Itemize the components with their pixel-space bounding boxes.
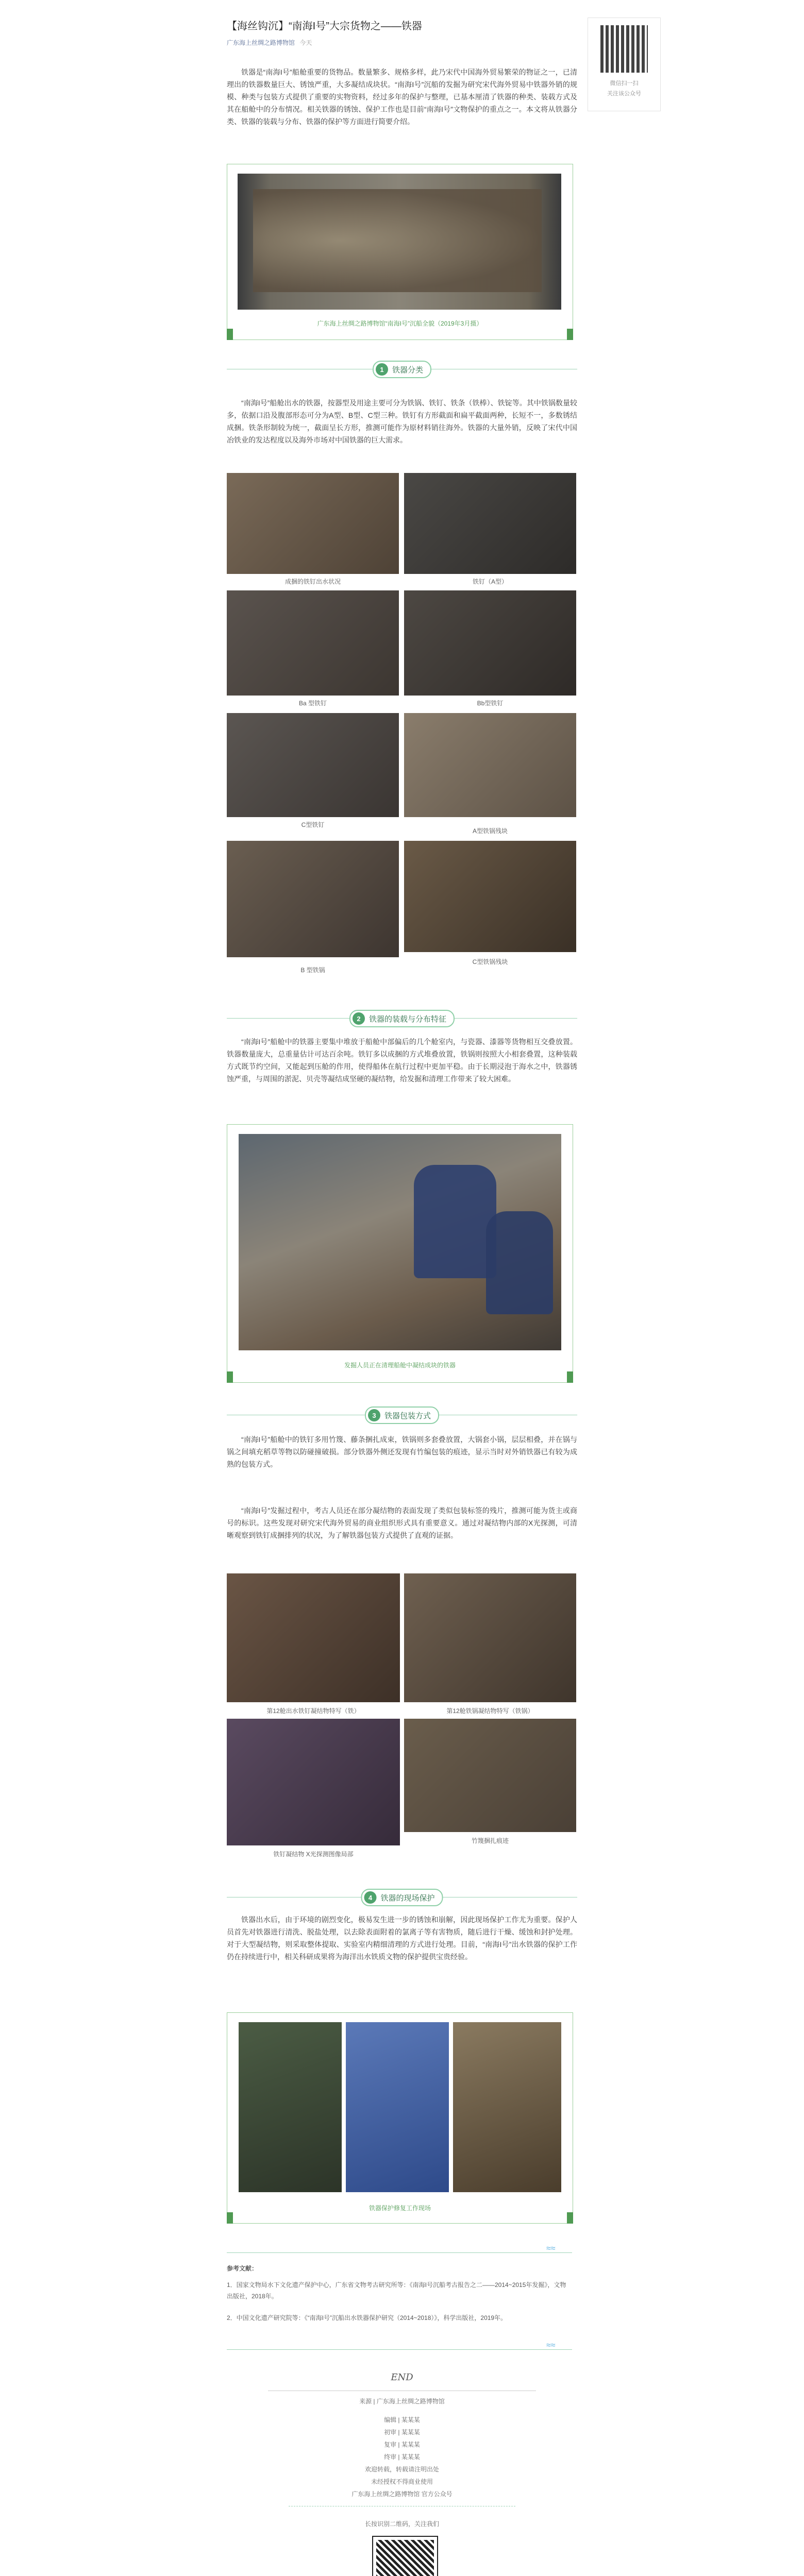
sec2-figure-frame — [227, 1124, 573, 1383]
footer-qr-caption: 长按识别二维码，关注我们 — [364, 2520, 439, 2528]
conservation-photo-right[interactable] — [453, 2022, 561, 2192]
section-number: 3 — [368, 1409, 380, 1421]
frame-corner — [567, 2212, 573, 2224]
grid-image[interactable] — [227, 1573, 400, 1702]
grid-caption: 第12舱出水铁钉凝结物特写（铁） — [266, 1707, 360, 1715]
sec4-figure-caption: 铁器保护修复工作现场 — [368, 2205, 431, 2212]
section-title: 铁器的现场保护 — [380, 1893, 435, 1903]
article-title: 【海丝钩沉】“南海I号”大宗货物之——铁器 — [227, 21, 422, 32]
grid-image[interactable] — [227, 590, 399, 696]
ref-item-1: 1．国家文物局水下文化遗产保护中心，广东省文物考古研究所等：《南海I号沉船考古报告之二——2014~2015年发掘》，文物出版社，2018年。 — [227, 2281, 566, 2300]
frame-corner — [567, 329, 573, 340]
grid-caption: C型铁钉 — [301, 821, 325, 828]
end-mark: END — [391, 2372, 413, 2383]
grid-image[interactable] — [227, 713, 399, 817]
frame-corner — [227, 2212, 233, 2224]
publish-date: 今天 — [299, 39, 312, 46]
credit-checker: 复审 | 某某某 — [384, 2441, 420, 2448]
section-1-text: “南海I号”船舱出水的铁器，按器型及用途主要可分为铁锅、铁钉、铁条（铁棒）、铁锭等。其中铁锅数量较多，依据口沿及腹部形态可分为A型、B型、C型三种。铁钉有方形截面和扁平截面两种，长短不一，多数锈结成捆。铁条形制较为统一，截面呈长方形，推测可能作为原材料销往海外。铁器的大量外销，反映了宋代中国冶铁业的发达程度以及海外市场对中国铁器的巨大需求。 — [227, 399, 577, 444]
grid-caption: 成捆的铁钉出水状况 — [284, 578, 341, 585]
credit-source: 来源 | 广东海上丝绸之路博物馆 — [359, 2398, 445, 2405]
grid-caption: 第12舱铁锅凝结物特写（铁锅） — [446, 1707, 534, 1715]
section-number: 2 — [353, 1012, 365, 1025]
section-2-heading — [349, 1010, 455, 1027]
grid-image[interactable] — [227, 1719, 400, 1845]
credit-editor: 编辑 | 某某某 — [384, 2416, 420, 2424]
grid-caption: B 型铁锅 — [300, 967, 325, 974]
excavation-photo[interactable] — [239, 1134, 561, 1350]
grid-caption: A型铁锅残块 — [472, 827, 508, 835]
wave-decoration-icon: ≈≈ — [546, 2341, 556, 2350]
ref-divider-bottom — [227, 2349, 572, 2350]
credit-reviewer: 初审 | 某某某 — [384, 2429, 420, 2436]
grid-image[interactable] — [404, 590, 576, 696]
qr-caption-1: 微信扫一扫 — [610, 80, 639, 87]
qr-caption-2: 关注该公众号 — [607, 91, 641, 97]
grid-caption: 铁钉凝结物 X光探测图像局部 — [273, 1851, 354, 1858]
grid-image[interactable] — [404, 841, 576, 952]
grid-image[interactable] — [227, 473, 399, 574]
side-qr-box — [588, 18, 661, 111]
footer-note-3: 广东海上丝绸之路博物馆 官方公众号 — [351, 2490, 453, 2498]
section-3-text-2: “南海I号”发掘过程中，考古人员还在部分凝结物的表面发现了类似包装标签的残片，推测可能为货主或商号的标识。这些发现对研究宋代海外贸易的商业组织形式具有重要意义。通过对凝结物内部的X光探测，可清晰观察到铁钉成捆排列的状况，为了解铁器包装方式提供了直观的证据。 — [227, 1506, 577, 1539]
shipwreck-photo[interactable] — [238, 174, 561, 310]
grid-image[interactable] — [227, 841, 399, 957]
footer-qr-code[interactable] — [373, 2537, 437, 2576]
frame-corner — [227, 1371, 233, 1383]
article-meta — [227, 38, 312, 47]
grid-image[interactable] — [404, 473, 576, 574]
section-3-text-1: “南海I号”船舱中的铁钉多用竹篾、藤条捆扎成束，铁锅则多套叠放置，大锅套小锅，层层相叠，并在锅与锅之间填充稻草等物以防碰撞破损。部分铁器外侧还发现有竹编包装的痕迹，显示当时对外销铁器已有较为成熟的包装方式。 — [227, 1435, 577, 1468]
ref-divider-top — [227, 2252, 572, 2253]
grid-caption: C型铁锅残块 — [472, 958, 508, 965]
sec2-figure-caption: 发掘人员正在清理船舱中凝结成块的铁器 — [344, 1362, 456, 1369]
section-title: 铁器分类 — [392, 365, 424, 375]
grid-image[interactable] — [404, 1719, 576, 1832]
section-4-text: 铁器出水后，由于环境的剧烈变化，极易发生进一步的锈蚀和崩解，因此现场保护工作尤为重要。保护人员首先对铁器进行清洗、脱盐处理，以去除表面附着的氯离子等有害物质，随后进行干燥、缓蚀和封护处理。对于大型凝结物，则采取整体提取、实验室内精细清理的方式进行处理。目前，“南海I号”出水铁器的保护工作仍在持续进行中，相关科研成果将为海洋出水铁质文物的保护提供宝贵经验。 — [227, 1916, 577, 1961]
section-4-heading — [361, 1889, 443, 1906]
section-title: 铁器的装载与分布特征 — [368, 1014, 447, 1024]
wave-decoration-icon: ≈≈ — [546, 2244, 556, 2253]
section-3-heading — [365, 1406, 439, 1424]
section-number: 4 — [364, 1891, 376, 1904]
grid-caption: Bb型铁钉 — [477, 700, 504, 707]
ref-title: 参考文献： — [227, 2265, 258, 2272]
side-qr-code[interactable] — [600, 25, 648, 73]
grid-image[interactable] — [404, 713, 576, 817]
ref-item-2: 2．中国文化遗产研究院等：《“南海I号”沉船出水铁器保护研究（2014~2018）》，科学出版社，2019年。 — [227, 2314, 507, 2321]
footer-note-1: 欢迎转载，转载请注明出处 — [364, 2466, 439, 2473]
main-figure-frame — [227, 164, 573, 340]
section-number: 1 — [376, 363, 388, 376]
sec4-figure-frame — [227, 2012, 573, 2224]
credit-final: 终审 | 某某某 — [384, 2453, 420, 2461]
footer-note-2: 未经授权不得商业使用 — [371, 2478, 433, 2485]
frame-corner — [567, 1371, 573, 1383]
grid-caption: 竹篾捆扎痕迹 — [471, 1837, 509, 1844]
intro-paragraph: 铁器是“南海I号”船舱重要的货物品。数量繁多、规格多样，此乃宋代中国海外贸易繁荣的物证之一，已清理出的铁器数量巨大、锈蚀严重，大多凝结成块状。“南海I号”沉船的发掘为研究宋代海外贸易中铁器外销的规模、种类与包装方式提供了重要的实物资料，经过多年的保护与整理，已基本厘清了铁器的种类、装载方式及其在船舱中的分布情况。相关铁器的锈蚀、保护工作也是目前“南海I号”文物保护的重点之一。本文将从铁器分类、铁器的装载与分布、铁器的保护等方面进行简要介绍。 — [227, 68, 577, 126]
conservation-photo-mid[interactable] — [346, 2022, 449, 2192]
main-figure-caption: 广东海上丝绸之路博物馆“南海I号”沉船全貌（2019年3月摄） — [317, 320, 483, 327]
frame-corner — [227, 329, 233, 340]
section-2-text: “南海I号”船舱中的铁器主要集中堆放于船舱中部偏后的几个舱室内，与瓷器、漆器等货物相互交叠放置。铁器数量庞大，总重量估计可达百余吨。铁钉多以成捆的方式堆叠放置，铁锅则按照大小相套叠置，这种装载方式既节约空间，又能起到压舱的作用，使得船体在航行过程中更加平稳。由于长期浸泡于海水之中，铁器锈蚀严重，与周围的淤泥、贝壳等凝结成坚硬的凝结物，给发掘和清理工作带来了较大困难。 — [227, 1038, 577, 1083]
grid-caption: Ba 型铁钉 — [298, 700, 327, 707]
section-1-heading — [373, 361, 431, 378]
author-link[interactable]: 广东海上丝绸之路博物馆 — [227, 39, 295, 46]
section-title: 铁器包装方式 — [384, 1411, 431, 1420]
conservation-photo-left[interactable] — [239, 2022, 342, 2192]
grid-caption: 铁钉（A型） — [472, 578, 508, 585]
grid-image[interactable] — [404, 1573, 576, 1702]
